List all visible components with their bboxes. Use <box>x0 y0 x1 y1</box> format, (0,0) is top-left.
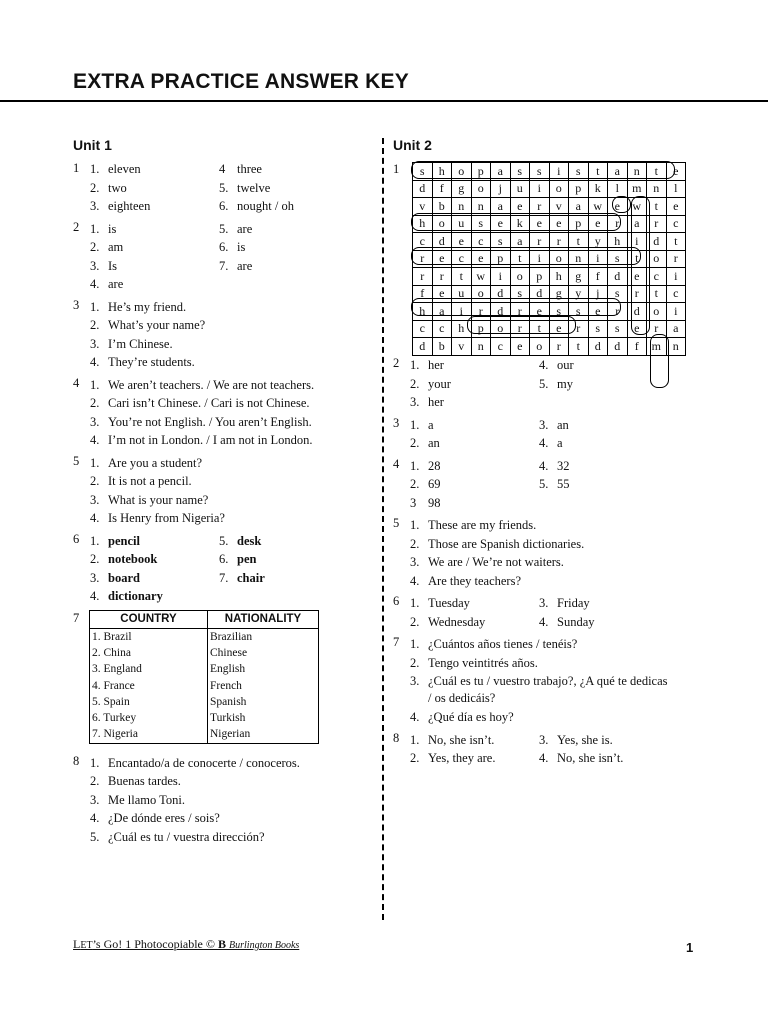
answer-row: 3. What is your name? <box>90 492 209 507</box>
grid-cell: o <box>510 268 530 286</box>
grid-cell: o <box>647 303 667 321</box>
grid-cell: h <box>608 233 628 251</box>
grid-cell: g <box>549 285 569 303</box>
answer-row: 1. We aren’t teachers. / We are not teachers. <box>90 377 315 392</box>
grid-cell: e <box>432 250 452 268</box>
footer <box>73 937 299 952</box>
grid-cell: m <box>627 180 647 198</box>
grid-cell: c <box>413 233 433 251</box>
grid-cell: h <box>549 268 569 286</box>
u2-exercise-7 <box>393 635 693 727</box>
grid-cell: d <box>491 285 511 303</box>
grid-cell: t <box>452 268 472 286</box>
grid-cell: e <box>452 233 472 251</box>
grid-cell: m <box>647 338 667 356</box>
answer-row: 4. Is Henry from Nigeria? <box>90 511 225 525</box>
page-title: EXTRA PRACTICE ANSWER KEY <box>73 70 409 93</box>
grid-cell: f <box>432 180 452 198</box>
grid-cell: g <box>452 180 472 198</box>
answer-row: 3 98 <box>410 495 441 510</box>
grid-cell: s <box>608 285 628 303</box>
exercise-number: 2 <box>73 219 80 234</box>
u2-exercise-8 <box>393 731 693 768</box>
grid-cell: f <box>588 268 608 286</box>
grid-cell: u <box>452 285 472 303</box>
grid-cell: d <box>530 285 550 303</box>
grid-cell: a <box>666 320 686 338</box>
grid-cell: c <box>666 215 686 233</box>
grid-cell: h <box>413 215 433 233</box>
grid-cell: t <box>647 198 667 216</box>
grid-cell: e <box>510 338 530 356</box>
grid-cell: w <box>588 198 608 216</box>
grid-row <box>413 180 686 198</box>
grid-cell: o <box>452 163 472 181</box>
grid-cell: a <box>569 198 589 216</box>
unit1-title: Unit 1 <box>73 137 112 153</box>
grid-cell: d <box>491 303 511 321</box>
answer-row: 2. It is not a pencil. <box>90 474 192 488</box>
page-number: 1 <box>686 940 694 955</box>
grid-cell: r <box>432 268 452 286</box>
table-row: 5. Spain Spanish <box>90 694 319 710</box>
grid-cell: i <box>491 268 511 286</box>
grid-cell: e <box>588 215 608 233</box>
burlington-logo-icon: B <box>218 937 227 951</box>
answer-row: 3. We are / We’re not waiters. <box>410 555 564 569</box>
answer-row: 1. is 5. are <box>90 221 253 236</box>
grid-cell: h <box>413 303 433 321</box>
grid-cell: s <box>608 320 628 338</box>
u2-exercise-4 <box>393 457 693 513</box>
grid-cell: n <box>471 198 491 216</box>
grid-cell: t <box>666 233 686 251</box>
answer-row: 3. I’m Chinese. <box>90 336 173 351</box>
answer-row: 1. Are you a student? <box>90 455 203 470</box>
answer-row: 3. Me llamo Toni. <box>90 792 186 807</box>
u2-exercise-2 <box>393 356 693 412</box>
grid-cell: v <box>452 338 472 356</box>
grid-cell: p <box>569 180 589 198</box>
grid-cell: d <box>608 268 628 286</box>
unit2-column <box>393 356 693 772</box>
answer-row: 2. Wednesday 4. Sunday <box>410 614 595 629</box>
grid-cell: t <box>530 320 550 338</box>
grid-cell: y <box>569 285 589 303</box>
grid-cell: b <box>432 338 452 356</box>
grid-cell: r <box>549 338 569 356</box>
grid-cell: s <box>569 303 589 321</box>
grid-cell: t <box>510 250 530 268</box>
answer-row: 3. You’re not English. / You aren’t English. <box>90 414 312 429</box>
answer-row: 1. These are my friends. <box>410 518 537 532</box>
grid-cell: e <box>549 320 569 338</box>
column-header-nationality: NATIONALITY <box>208 610 319 628</box>
grid-cell: e <box>491 215 511 233</box>
grid-cell: i <box>588 250 608 268</box>
answer-row: 3. Is 7. are <box>90 258 253 273</box>
grid-cell: s <box>491 233 511 251</box>
grid-cell: o <box>647 250 667 268</box>
word-highlight <box>631 196 650 335</box>
exercise-number: 1 <box>73 161 80 175</box>
exercise-number: 8 <box>73 753 80 768</box>
grid-cell: s <box>471 215 491 233</box>
answer-row: 1. eleven 4 three <box>90 162 262 176</box>
footer-text-et: ET <box>80 940 93 951</box>
grid-cell: n <box>452 198 472 216</box>
word-highlight <box>411 298 621 316</box>
u1-exercise-3 <box>73 298 373 372</box>
grid-cell: s <box>413 163 433 181</box>
grid-cell: f <box>413 285 433 303</box>
grid-cell: a <box>608 163 628 181</box>
answer-row: 3. eighteen 6. nought / oh <box>90 199 294 213</box>
grid-cell: r <box>569 320 589 338</box>
grid-cell: r <box>627 285 647 303</box>
grid-cell: v <box>549 198 569 216</box>
u1-exercise-8 <box>73 754 373 847</box>
grid-cell: a <box>510 233 530 251</box>
answer-row: 2. two 5. twelve <box>90 180 271 195</box>
grid-cell: i <box>530 250 550 268</box>
grid-cell: p <box>530 268 550 286</box>
grid-cell: d <box>608 338 628 356</box>
grid-cell: e <box>432 285 452 303</box>
footer-text-l: L <box>73 937 81 951</box>
grid-cell: k <box>510 215 530 233</box>
grid-cell: h <box>452 320 472 338</box>
grid-cell: i <box>530 180 550 198</box>
grid-cell: t <box>647 285 667 303</box>
grid-cell: i <box>549 163 569 181</box>
column-divider <box>382 138 384 920</box>
grid-cell: a <box>432 303 452 321</box>
grid-cell: o <box>471 180 491 198</box>
exercise-number: 5 <box>393 516 400 530</box>
grid-cell: e <box>588 303 608 321</box>
answer-row: 2. Buenas tardes. <box>90 774 181 788</box>
grid-cell: c <box>432 320 452 338</box>
grid-cell: e <box>510 198 530 216</box>
answer-row: 5. ¿Cuál es tu / vuestra dirección? <box>90 829 265 844</box>
grid-cell: k <box>588 180 608 198</box>
grid-cell: e <box>666 198 686 216</box>
answer-row: 2. Those are Spanish dictionaries. <box>410 536 585 551</box>
table-row: 7. Nigeria Nigerian <box>90 726 319 743</box>
grid-cell: d <box>413 338 433 356</box>
grid-cell: c <box>452 250 472 268</box>
answer-row: 1. ¿Cuántos años tienes / tenéis? <box>410 637 578 651</box>
grid-cell: d <box>413 180 433 198</box>
grid-cell: i <box>627 233 647 251</box>
grid-cell: r <box>608 215 628 233</box>
grid-cell: r <box>530 233 550 251</box>
grid-row <box>413 338 686 356</box>
u2-exercise-3 <box>393 416 693 453</box>
u1-exercise-2 <box>73 220 373 294</box>
grid-cell: n <box>666 338 686 356</box>
exercise-number: 7 <box>393 635 400 649</box>
exercise-number: 7 <box>73 610 80 625</box>
answer-row: 1. her 4. our <box>410 358 574 372</box>
answer-row: 3. board 7. chair <box>90 570 265 585</box>
grid-cell: w <box>471 268 491 286</box>
grid-cell: n <box>647 180 667 198</box>
exercise-number: 3 <box>393 415 400 430</box>
grid-cell: p <box>471 320 491 338</box>
grid-cell: e <box>549 215 569 233</box>
word-highlight <box>411 213 621 231</box>
grid-cell: r <box>549 233 569 251</box>
answer-row: 4. dictionary <box>90 589 163 603</box>
u1-exercise-5 <box>73 454 373 528</box>
word-highlight <box>411 161 675 179</box>
word-highlight <box>467 316 576 334</box>
exercise-number: 5 <box>73 453 80 468</box>
exercise-number: 8 <box>393 730 400 745</box>
grid-cell: a <box>627 215 647 233</box>
answer-row: 2. What’s your name? <box>90 318 206 332</box>
grid-cell: o <box>549 250 569 268</box>
grid-cell: e <box>530 215 550 233</box>
table-row: 4. France French <box>90 677 319 693</box>
grid-cell: y <box>588 233 608 251</box>
grid-cell: t <box>627 250 647 268</box>
answer-row: 3. her <box>410 395 444 409</box>
answer-row: 2. an 4. a <box>410 436 563 450</box>
table-row: 1. Brazil Brazilian <box>90 628 319 645</box>
table-row: 6. Turkey Turkish <box>90 710 319 726</box>
grid-cell: c <box>491 338 511 356</box>
grid-cell: u <box>510 180 530 198</box>
grid-cell: s <box>530 163 550 181</box>
answer-row: 1. Encantado/a de conocerte / conoceros. <box>90 755 300 770</box>
footer-text: ’s Go! 1 Photocopiable © <box>92 937 215 951</box>
answer-row: 1. pencil 5. desk <box>90 533 262 548</box>
u2-exercise-6 <box>393 594 693 631</box>
word-highlight <box>411 247 641 265</box>
u2-exercise-5 <box>393 516 693 590</box>
grid-cell: c <box>471 233 491 251</box>
grid-cell: s <box>588 320 608 338</box>
grid-cell: r <box>510 320 530 338</box>
u1-exercise-1 <box>73 160 373 216</box>
grid-cell: b <box>432 198 452 216</box>
grid-cell: e <box>608 198 628 216</box>
grid-cell: r <box>413 250 433 268</box>
grid-cell: s <box>549 303 569 321</box>
grid-cell: c <box>666 285 686 303</box>
answer-row: 2. 69 5. 55 <box>410 477 570 491</box>
grid-cell: n <box>471 338 491 356</box>
grid-cell: t <box>647 163 667 181</box>
grid-cell: e <box>666 163 686 181</box>
grid-cell: v <box>413 198 433 216</box>
grid-cell: i <box>666 303 686 321</box>
grid-cell: o <box>530 338 550 356</box>
grid-cell: p <box>569 215 589 233</box>
answer-row: 2. Yes, they are. 4. No, she isn’t. <box>410 751 624 765</box>
grid-cell: w <box>627 198 647 216</box>
exercise-number: 4 <box>73 375 80 390</box>
unit1-column <box>73 160 373 850</box>
grid-cell: r <box>510 303 530 321</box>
grid-cell: r <box>471 303 491 321</box>
exercise-number: 3 <box>73 297 80 312</box>
column-header-country: COUNTRY <box>90 610 208 628</box>
grid-cell: n <box>627 163 647 181</box>
grid-cell: s <box>510 163 530 181</box>
answer-row: 4. ¿De dónde eres / sois? <box>90 811 220 825</box>
grid-cell: n <box>569 250 589 268</box>
exercise-number: 6 <box>73 531 80 546</box>
grid-cell: e <box>471 250 491 268</box>
grid-cell: r <box>647 215 667 233</box>
grid-cell: s <box>510 285 530 303</box>
publisher-name: Burlington Books <box>229 940 300 951</box>
answer-row: 2. Tengo veintitrés años. <box>410 655 538 670</box>
answer-row: 2. am 6. is <box>90 240 246 254</box>
u1-exercise-6 <box>73 532 373 606</box>
grid-cell: d <box>647 233 667 251</box>
grid-cell: r <box>647 320 667 338</box>
grid-cell: o <box>432 215 452 233</box>
grid-cell: u <box>452 215 472 233</box>
grid-cell: h <box>432 163 452 181</box>
grid-cell: t <box>588 163 608 181</box>
grid-cell: c <box>413 320 433 338</box>
grid-cell: s <box>569 163 589 181</box>
grid-cell: o <box>549 180 569 198</box>
grid-cell: a <box>491 198 511 216</box>
grid-cell: t <box>569 233 589 251</box>
answer-row: 4. I’m not in London. / I am not in London. <box>90 433 313 447</box>
answer-row: 1. He’s my friend. <box>90 299 187 314</box>
title-rule <box>0 100 768 102</box>
grid-cell: f <box>627 338 647 356</box>
exercise-number: 2 <box>393 356 400 370</box>
exercise-number: 1 <box>393 162 400 176</box>
answer-row: 1. a 3. an <box>410 417 569 432</box>
grid-cell: e <box>530 303 550 321</box>
grid-cell: p <box>471 163 491 181</box>
grid-cell: s <box>608 250 628 268</box>
unit2-title: Unit 2 <box>393 137 432 153</box>
grid-cell: p <box>491 250 511 268</box>
nationality-table <box>89 610 319 744</box>
answer-row: 4. They’re students. <box>90 355 195 369</box>
answer-row: 1. 28 4. 32 <box>410 458 570 473</box>
grid-cell: a <box>491 163 511 181</box>
u1-exercise-7 <box>73 610 373 750</box>
table-row: 3. England English <box>90 661 319 677</box>
grid-cell: e <box>627 268 647 286</box>
grid-cell: o <box>471 285 491 303</box>
grid-cell: l <box>608 180 628 198</box>
table-row: 2. China Chinese <box>90 645 319 661</box>
word-highlight <box>612 196 631 213</box>
grid-cell: d <box>588 338 608 356</box>
grid-cell: d <box>627 303 647 321</box>
grid-cell: r <box>413 268 433 286</box>
grid-cell: o <box>491 320 511 338</box>
grid-cell: r <box>530 198 550 216</box>
grid-cell: j <box>491 180 511 198</box>
grid-cell: g <box>569 268 589 286</box>
answer-row: 2. notebook 6. pen <box>90 552 257 566</box>
exercise-number: 6 <box>393 594 400 608</box>
answer-row: 3. ¿Cuál es tu / vuestro trabajo?, ¿A qué te dedicas / os dedicáis? <box>410 674 668 705</box>
answer-row: 4. ¿Qué día es hoy? <box>410 710 514 724</box>
grid-cell: j <box>588 285 608 303</box>
u1-exercise-4 <box>73 376 373 450</box>
grid-cell: r <box>608 303 628 321</box>
grid-cell: i <box>666 268 686 286</box>
answer-row: 4. Are they teachers? <box>410 573 521 588</box>
grid-cell: e <box>627 320 647 338</box>
grid-cell: l <box>666 180 686 198</box>
exercise-number: 4 <box>393 456 400 471</box>
grid-cell: d <box>432 233 452 251</box>
answer-row: 4. are <box>90 277 124 291</box>
grid-cell: t <box>569 338 589 356</box>
grid-cell: i <box>452 303 472 321</box>
grid-cell: c <box>647 268 667 286</box>
answer-row: 1. Tuesday 3. Friday <box>410 596 590 610</box>
grid-cell: r <box>666 250 686 268</box>
answer-row: 2. Cari isn’t Chinese. / Cari is not Chinese. <box>90 396 310 410</box>
answer-row: 2. your 5. my <box>410 376 573 391</box>
answer-row: 1. No, she isn’t. 3. Yes, she is. <box>410 732 613 747</box>
